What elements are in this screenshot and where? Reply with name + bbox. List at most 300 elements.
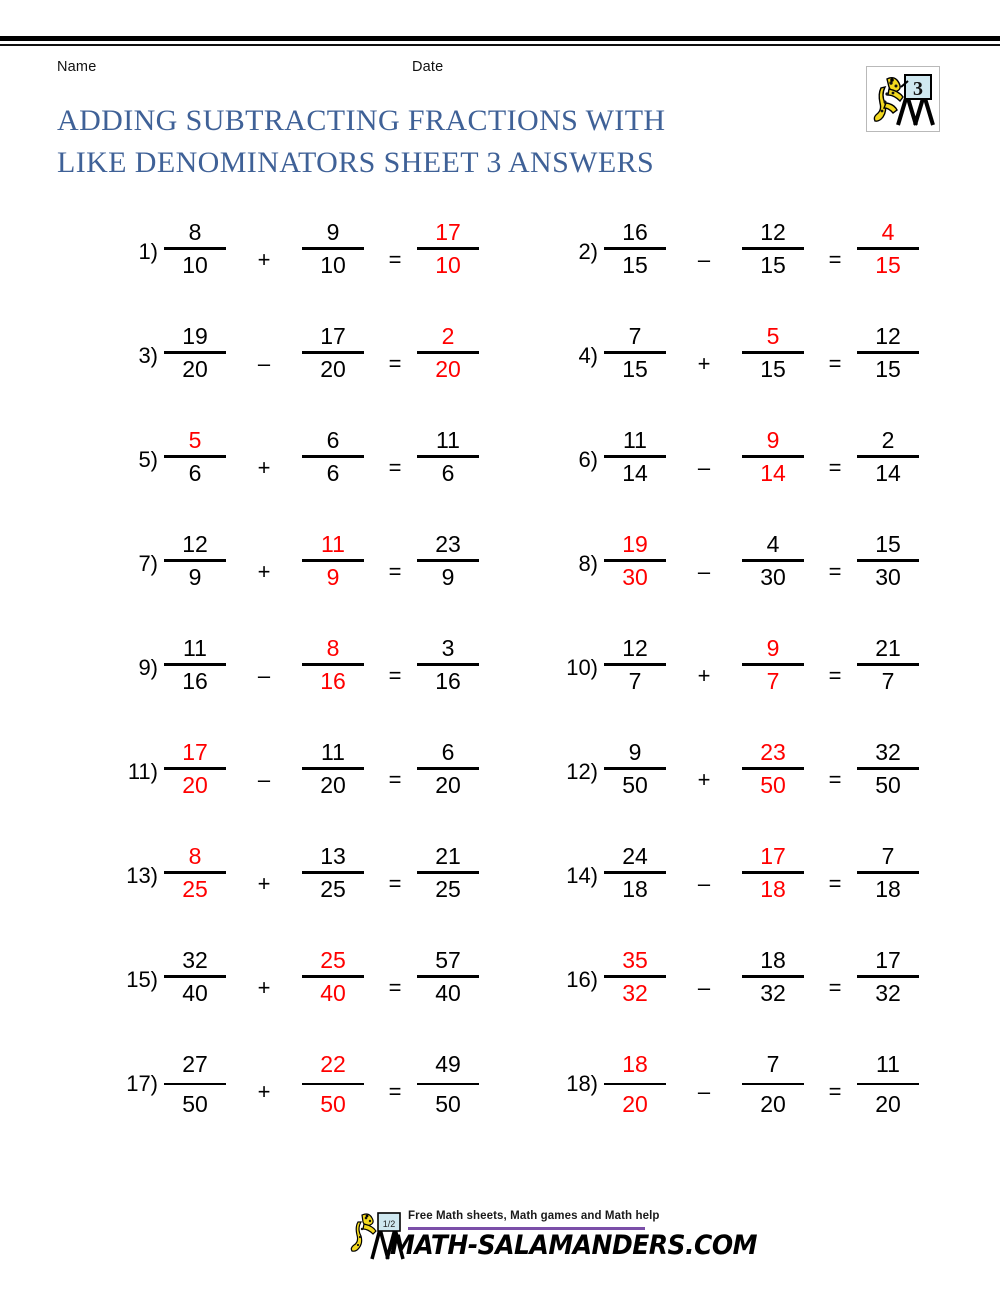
denominator: 25	[435, 876, 461, 902]
problem-number: 16)	[566, 967, 598, 992]
numerator: 24	[622, 843, 648, 869]
fraction-bar	[742, 663, 804, 666]
fraction-operand-2	[300, 1051, 366, 1117]
fraction-bar	[857, 975, 919, 978]
fraction-result	[855, 635, 921, 694]
problem-number: 3)	[138, 343, 158, 368]
numerator: 27	[182, 1051, 208, 1077]
fraction-bar	[742, 247, 804, 250]
numerator: 17	[320, 323, 346, 349]
top-rule-thick	[0, 36, 1000, 41]
fraction-bar	[164, 975, 226, 978]
fraction-operand-1	[162, 323, 228, 382]
fraction-result	[855, 531, 921, 590]
operator-symbol: +	[697, 663, 711, 688]
operator-symbol: +	[697, 351, 711, 376]
denominator: 15	[622, 356, 648, 382]
numerator: 7	[766, 1051, 780, 1077]
equals-symbol: =	[828, 1079, 842, 1104]
denominator: 7	[628, 668, 642, 694]
fraction-bar	[604, 663, 666, 666]
numerator: 9	[766, 635, 780, 661]
fraction-bar	[604, 871, 666, 874]
denominator: 9	[188, 564, 202, 590]
equals-symbol: =	[388, 455, 402, 480]
fraction-operand-2	[300, 531, 366, 590]
salamander-logo-icon	[867, 67, 939, 131]
equals-symbol: =	[828, 351, 842, 376]
equals-symbol: =	[388, 247, 402, 272]
fraction-bar	[302, 767, 364, 770]
denominator: 16	[435, 668, 461, 694]
fraction-bar	[604, 455, 666, 458]
denominator: 6	[326, 460, 340, 486]
numerator: 17	[875, 947, 901, 973]
numerator: 57	[435, 947, 461, 973]
denominator: 15	[875, 356, 901, 382]
denominator: 25	[320, 876, 346, 902]
fraction-operand-1	[162, 219, 228, 278]
fraction-bar	[164, 1083, 226, 1085]
problem-item	[540, 933, 990, 1037]
fraction-result	[415, 635, 481, 694]
numerator: 11	[321, 531, 345, 557]
fraction-operand-2	[740, 947, 806, 1006]
fraction-bar	[742, 351, 804, 354]
fraction-operand-1	[602, 323, 668, 382]
fraction-bar	[164, 871, 226, 874]
problem-number: 9)	[138, 655, 158, 680]
numerator: 2	[441, 323, 455, 349]
fraction-bar	[742, 975, 804, 978]
denominator: 16	[320, 668, 346, 694]
problem-row	[0, 933, 1000, 1037]
svg-text:1/2: 1/2	[382, 1219, 396, 1229]
denominator: 40	[435, 980, 461, 1006]
equals-symbol: =	[388, 871, 402, 896]
name-label: Name	[57, 59, 97, 75]
fraction-operand-1	[162, 739, 228, 798]
operator-symbol: +	[257, 1079, 271, 1104]
denominator: 9	[441, 564, 455, 590]
numerator: 6	[441, 739, 455, 765]
operator-symbol: –	[257, 351, 271, 376]
fraction-bar	[302, 1083, 364, 1085]
problem-row	[0, 517, 1000, 621]
fraction-operand-1	[602, 947, 668, 1006]
problem-number: 1)	[138, 239, 158, 264]
operator-symbol: +	[257, 975, 271, 1000]
fraction-bar	[302, 455, 364, 458]
fraction-operand-1	[602, 1051, 668, 1117]
numerator: 12	[622, 635, 648, 661]
operator-symbol: +	[257, 559, 271, 584]
numerator: 12	[760, 219, 786, 245]
fraction-bar	[164, 767, 226, 770]
numerator: 18	[622, 1051, 648, 1077]
numerator: 12	[875, 323, 901, 349]
numerator: 5	[766, 323, 780, 349]
numerator: 23	[435, 531, 461, 557]
problem-row	[0, 309, 1000, 413]
problem-item	[540, 309, 990, 413]
operator-symbol: –	[697, 1079, 711, 1104]
fraction-result	[415, 323, 481, 382]
fraction-operand-2	[300, 843, 366, 902]
fraction-operand-2	[740, 843, 806, 902]
numerator: 12	[182, 531, 208, 557]
numerator: 23	[760, 739, 786, 765]
fraction-operand-2	[740, 323, 806, 382]
denominator: 20	[182, 772, 208, 798]
numerator: 32	[182, 947, 208, 973]
salamander-logo	[866, 66, 940, 132]
denominator: 16	[182, 668, 208, 694]
fraction-operand-1	[602, 843, 668, 902]
denominator: 10	[182, 252, 208, 278]
numerator: 7	[628, 323, 642, 349]
numerator: 7	[881, 843, 895, 869]
top-rule-thin	[0, 44, 1000, 46]
numerator: 19	[182, 323, 208, 349]
problem-item	[540, 1037, 990, 1141]
equals-symbol: =	[388, 1079, 402, 1104]
operator-symbol: –	[257, 663, 271, 688]
problem-item	[100, 413, 550, 517]
page-title-line-1: ADDING SUBTRACTING FRACTIONS WITH	[57, 104, 666, 137]
fraction-bar	[604, 767, 666, 770]
fraction-bar	[857, 559, 919, 562]
problem-item	[540, 829, 990, 933]
denominator: 7	[766, 668, 780, 694]
denominator: 20	[435, 772, 461, 798]
numerator: 3	[441, 635, 455, 661]
problem-row	[0, 205, 1000, 309]
fraction-operand-1	[602, 531, 668, 590]
page-title-line-2: LIKE DENOMINATORS SHEET 3 ANSWERS	[57, 146, 655, 179]
fraction-operand-2	[300, 219, 366, 278]
equals-symbol: =	[388, 767, 402, 792]
logo-level-number: 3	[913, 78, 923, 100]
fraction-result	[415, 427, 481, 486]
problem-item	[100, 517, 550, 621]
fraction-operand-1	[162, 427, 228, 486]
fraction-result	[415, 219, 481, 278]
fraction-operand-1	[602, 219, 668, 278]
problem-row	[0, 829, 1000, 933]
fraction-operand-2	[740, 531, 806, 590]
fraction-bar	[417, 247, 479, 250]
student-meta-row	[0, 59, 1000, 81]
problem-item	[540, 621, 990, 725]
fraction-bar	[417, 559, 479, 562]
fraction-operand-1	[602, 739, 668, 798]
problem-grid	[0, 205, 1000, 1141]
equals-symbol: =	[828, 663, 842, 688]
denominator: 32	[875, 980, 901, 1006]
operator-symbol: –	[697, 871, 711, 896]
fraction-result	[855, 843, 921, 902]
fraction-result	[415, 947, 481, 1006]
denominator: 20	[320, 356, 346, 382]
denominator: 14	[760, 460, 786, 486]
problem-item	[100, 621, 550, 725]
numerator: 8	[188, 219, 202, 245]
fraction-result	[855, 323, 921, 382]
denominator: 25	[182, 876, 208, 902]
fraction-operand-2	[740, 219, 806, 278]
operator-symbol: –	[697, 559, 711, 584]
problem-number: 10)	[566, 655, 598, 680]
numerator: 5	[188, 427, 202, 453]
denominator: 18	[875, 876, 901, 902]
numerator: 13	[320, 843, 346, 869]
denominator: 20	[182, 356, 208, 382]
fraction-result	[855, 427, 921, 486]
denominator: 50	[182, 1091, 208, 1117]
denominator: 9	[326, 564, 340, 590]
denominator: 20	[622, 1091, 648, 1117]
fraction-result	[855, 739, 921, 798]
problem-item	[100, 725, 550, 829]
numerator: 15	[875, 531, 901, 557]
fraction-bar	[164, 663, 226, 666]
numerator: 25	[320, 947, 346, 973]
numerator: 17	[435, 219, 461, 245]
problem-number: 5)	[138, 447, 158, 472]
problem-row	[0, 621, 1000, 725]
fraction-bar	[164, 351, 226, 354]
fraction-bar	[742, 767, 804, 770]
operator-symbol: –	[697, 455, 711, 480]
fraction-result	[415, 843, 481, 902]
fraction-bar	[857, 1083, 919, 1085]
fraction-operand-2	[740, 739, 806, 798]
problem-number: 13)	[126, 863, 158, 888]
operator-symbol: –	[697, 975, 711, 1000]
worksheet-title	[57, 100, 847, 184]
numerator: 4	[766, 531, 780, 557]
fraction-bar	[742, 871, 804, 874]
fraction-bar	[857, 351, 919, 354]
fraction-bar	[417, 975, 479, 978]
fraction-bar	[164, 455, 226, 458]
problem-item	[540, 725, 990, 829]
numerator: 19	[622, 531, 648, 557]
denominator: 14	[622, 460, 648, 486]
denominator: 6	[441, 460, 455, 486]
problem-number: 12)	[566, 759, 598, 784]
numerator: 18	[760, 947, 786, 973]
problem-item	[100, 829, 550, 933]
fraction-bar	[302, 559, 364, 562]
numerator: 8	[326, 635, 340, 661]
operator-symbol: +	[257, 455, 271, 480]
numerator: 9	[326, 219, 340, 245]
footer-website-url: MATH-SALAMANDERS.COM	[390, 1229, 758, 1261]
denominator: 50	[435, 1091, 461, 1117]
fraction-bar	[604, 351, 666, 354]
denominator: 50	[875, 772, 901, 798]
denominator: 18	[760, 876, 786, 902]
fraction-bar	[302, 663, 364, 666]
equals-symbol: =	[388, 663, 402, 688]
problem-row	[0, 413, 1000, 517]
operator-symbol: +	[257, 247, 271, 272]
problem-item	[540, 517, 990, 621]
denominator: 14	[875, 460, 901, 486]
fraction-operand-2	[300, 947, 366, 1006]
fraction-bar	[417, 663, 479, 666]
problem-item	[540, 413, 990, 517]
denominator: 40	[320, 980, 346, 1006]
fraction-bar	[604, 559, 666, 562]
denominator: 20	[760, 1091, 786, 1117]
fraction-result	[855, 219, 921, 278]
numerator: 16	[622, 219, 648, 245]
fraction-operand-2	[740, 427, 806, 486]
numerator: 49	[435, 1051, 461, 1077]
fraction-bar	[417, 351, 479, 354]
denominator: 20	[320, 772, 346, 798]
numerator: 8	[188, 843, 202, 869]
numerator: 6	[326, 427, 340, 453]
footer-branding	[350, 1205, 758, 1275]
denominator: 6	[188, 460, 202, 486]
operator-symbol: +	[697, 767, 711, 792]
fraction-result	[415, 531, 481, 590]
denominator: 50	[320, 1091, 346, 1117]
fraction-result	[415, 1051, 481, 1117]
fraction-bar	[417, 767, 479, 770]
fraction-bar	[857, 455, 919, 458]
numerator: 17	[182, 739, 208, 765]
problem-number: 18)	[566, 1071, 598, 1096]
numerator: 9	[628, 739, 642, 765]
problem-number: 11)	[127, 759, 158, 784]
denominator: 32	[622, 980, 648, 1006]
fraction-bar	[164, 247, 226, 250]
operator-symbol: –	[697, 247, 711, 272]
numerator: 21	[875, 635, 901, 661]
fraction-operand-1	[162, 947, 228, 1006]
problem-item	[100, 933, 550, 1037]
denominator: 7	[881, 668, 895, 694]
problem-item	[540, 205, 990, 309]
fraction-bar	[742, 455, 804, 458]
problem-number: 15)	[126, 967, 158, 992]
denominator: 20	[435, 356, 461, 382]
equals-symbol: =	[828, 455, 842, 480]
numerator: 11	[183, 635, 207, 661]
problem-item	[100, 309, 550, 413]
fraction-operand-2	[740, 1051, 806, 1117]
equals-symbol: =	[388, 351, 402, 376]
problem-number: 6)	[578, 447, 598, 472]
fraction-bar	[302, 351, 364, 354]
problem-number: 2)	[578, 239, 598, 264]
equals-symbol: =	[828, 559, 842, 584]
denominator: 30	[622, 564, 648, 590]
fraction-bar	[302, 247, 364, 250]
equals-symbol: =	[388, 975, 402, 1000]
denominator: 32	[760, 980, 786, 1006]
fraction-bar	[604, 247, 666, 250]
fraction-bar	[857, 767, 919, 770]
problem-number: 8)	[578, 551, 598, 576]
problem-row	[0, 725, 1000, 829]
numerator: 2	[881, 427, 895, 453]
equals-symbol: =	[828, 975, 842, 1000]
date-label: Date	[412, 59, 444, 75]
denominator: 15	[622, 252, 648, 278]
fraction-bar	[857, 871, 919, 874]
fraction-operand-1	[602, 635, 668, 694]
denominator: 30	[875, 564, 901, 590]
denominator: 50	[622, 772, 648, 798]
fraction-operand-2	[300, 635, 366, 694]
fraction-operand-1	[602, 427, 668, 486]
top-border-rule	[0, 36, 1000, 47]
denominator: 20	[875, 1091, 901, 1117]
fraction-operand-1	[162, 635, 228, 694]
fraction-bar	[604, 975, 666, 978]
fraction-bar	[742, 1083, 804, 1085]
fraction-result	[855, 947, 921, 1006]
equals-symbol: =	[828, 767, 842, 792]
fraction-bar	[164, 559, 226, 562]
fraction-operand-1	[162, 1051, 228, 1117]
numerator: 9	[766, 427, 780, 453]
fraction-bar	[604, 1083, 666, 1085]
fraction-operand-2	[300, 427, 366, 486]
denominator: 50	[760, 772, 786, 798]
problem-item	[100, 205, 550, 309]
numerator: 35	[622, 947, 648, 973]
fraction-bar	[857, 247, 919, 250]
fraction-bar	[302, 871, 364, 874]
fraction-bar	[417, 871, 479, 874]
fraction-bar	[417, 455, 479, 458]
fraction-bar	[742, 559, 804, 562]
denominator: 15	[875, 252, 901, 278]
numerator: 11	[623, 427, 647, 453]
fraction-operand-2	[300, 323, 366, 382]
problem-number: 17)	[126, 1071, 158, 1096]
equals-symbol: =	[828, 247, 842, 272]
numerator: 11	[876, 1051, 900, 1077]
fraction-bar	[857, 663, 919, 666]
problem-number: 4)	[578, 343, 598, 368]
fraction-operand-1	[162, 531, 228, 590]
fraction-bar	[302, 975, 364, 978]
fraction-operand-2	[740, 635, 806, 694]
footer-tagline: Free Math sheets, Math games and Math help	[408, 1210, 660, 1222]
problem-item	[100, 1037, 550, 1141]
numerator: 22	[320, 1051, 346, 1077]
denominator: 10	[320, 252, 346, 278]
operator-symbol: +	[257, 871, 271, 896]
denominator: 15	[760, 356, 786, 382]
numerator: 32	[875, 739, 901, 765]
fraction-result	[415, 739, 481, 798]
problem-row	[0, 1037, 1000, 1141]
operator-symbol: –	[257, 767, 271, 792]
denominator: 10	[435, 252, 461, 278]
denominator: 30	[760, 564, 786, 590]
fraction-operand-1	[162, 843, 228, 902]
fraction-bar	[417, 1083, 479, 1085]
